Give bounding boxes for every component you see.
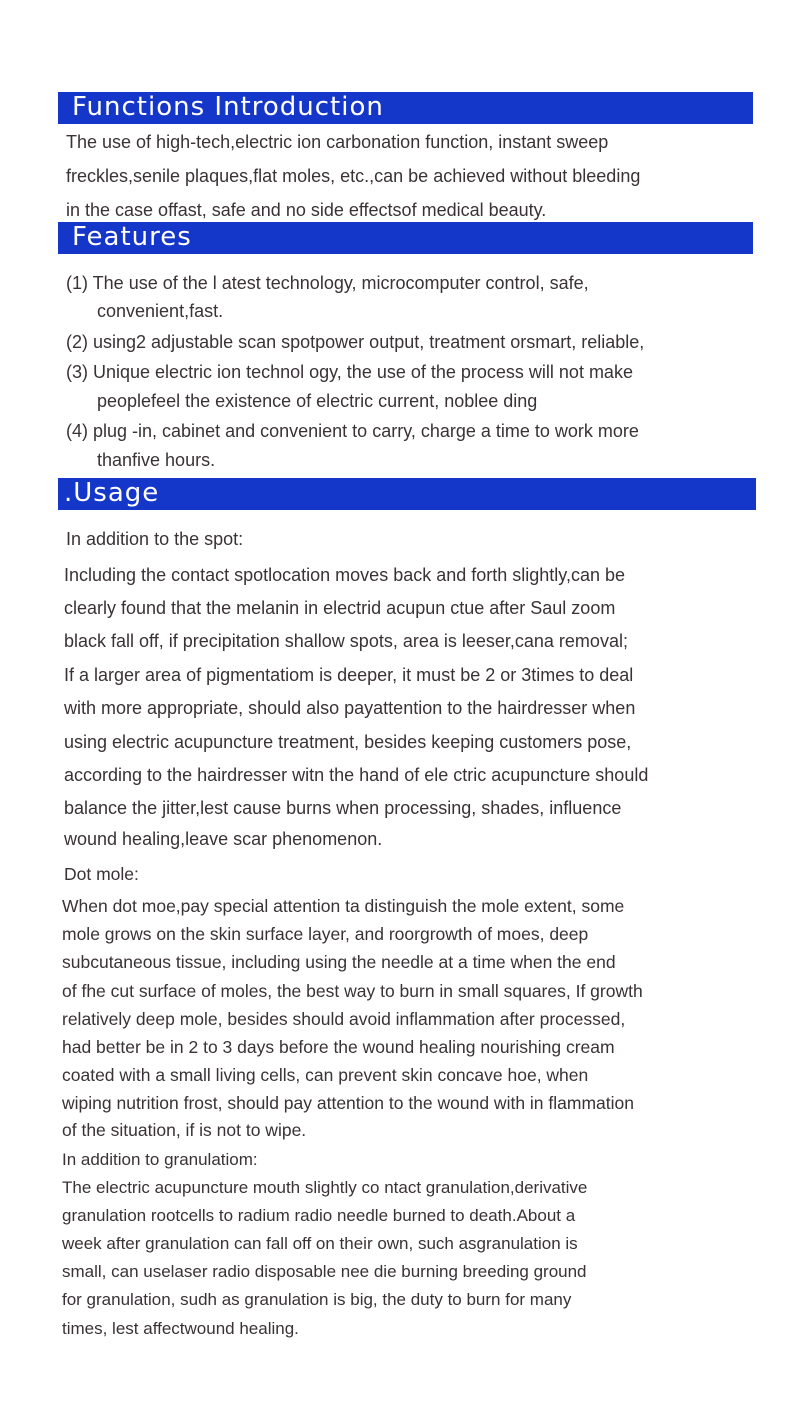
usage-text-line: Including the contact spotlocation moves back and forth slightly,can be bbox=[64, 565, 625, 585]
usage-text-line: subcutaneous tissue, including using the needle at a time when the end bbox=[62, 952, 616, 972]
features-item-line: (3) Unique electric ion technol ogy, the use of the process will not make bbox=[66, 362, 633, 382]
features-item-line: (2) using2 adjustable scan spotpower output, treatment orsmart, reliable, bbox=[66, 332, 645, 352]
functions-text-line: freckles,senile plaques,flat moles, etc.,can be achieved without bleeding bbox=[66, 166, 641, 186]
usage-text-line: The electric acupuncture mouth slightly co ntact granulation,derivative bbox=[62, 1178, 588, 1197]
usage-text-line: wiping nutrition frost, should pay attention to the wound with in flammation bbox=[62, 1093, 634, 1113]
usage-text-line: using electric acupuncture treatment, besides keeping customers pose, bbox=[64, 732, 632, 752]
usage-text-line: for granulation, sudh as granulation is big, the duty to burn for many bbox=[62, 1290, 572, 1309]
usage-text-line: relatively deep mole, besides should avoid inflammation after processed, bbox=[62, 1009, 626, 1029]
usage-text-line: In addition to the spot: bbox=[66, 529, 244, 549]
usage-text-line: If a larger area of pigmentatiom is deeper, it must be 2 or 3times to deal bbox=[64, 665, 634, 685]
usage-text-line: coated with a small living cells, can prevent skin concave hoe, when bbox=[62, 1065, 589, 1085]
section-heading-features: Features bbox=[58, 222, 753, 254]
usage-subheading-granulation: In addition to granulatiom: bbox=[62, 1150, 258, 1169]
usage-subheading-dot-mole: Dot mole: bbox=[64, 864, 139, 884]
usage-text-line: wound healing,leave scar phenomenon. bbox=[64, 829, 383, 849]
usage-text-line: had better be in 2 to 3 days before the wound healing nourishing cream bbox=[62, 1037, 615, 1057]
features-item-line: thanfive hours. bbox=[97, 450, 216, 470]
section-heading-functions: Functions Introduction bbox=[58, 92, 753, 124]
usage-text-line: of fhe cut surface of moles, the best way to burn in small squares, If growth bbox=[62, 981, 643, 1001]
usage-text-line: granulation rootcells to radium radio needle burned to death.About a bbox=[62, 1206, 576, 1225]
features-item-line: convenient,fast. bbox=[97, 301, 224, 321]
features-item-line: (4) plug -in, cabinet and convenient to carry, charge a time to work more bbox=[66, 421, 639, 441]
usage-text-line: balance the jitter,lest cause burns when processing, shades, influence bbox=[64, 798, 622, 818]
usage-text-line: black fall off, if precipitation shallow spots, area is leeser,cana removal; bbox=[64, 631, 628, 651]
usage-text-line: times, lest affectwound healing. bbox=[62, 1319, 299, 1338]
section-heading-usage: .Usage bbox=[58, 478, 756, 510]
usage-text-line: mole grows on the skin surface layer, and roorgrowth of moes, deep bbox=[62, 924, 589, 944]
usage-text-line: clearly found that the melanin in electrid acupun ctue after Saul zoom bbox=[64, 598, 616, 618]
features-item-line: (1) The use of the l atest technology, microcomputer control, safe, bbox=[66, 273, 589, 293]
usage-text-line: week after granulation can fall off on their own, such asgranulation is bbox=[62, 1234, 578, 1253]
functions-text-line: The use of high-tech,electric ion carbonation function, instant sweep bbox=[66, 132, 609, 152]
usage-text-line: according to the hairdresser witn the hand of ele ctric acupuncture should bbox=[64, 765, 649, 785]
usage-text-line: with more appropriate, should also payattention to the hairdresser when bbox=[64, 698, 636, 718]
functions-text-line: in the case offast, safe and no side effectsof medical beauty. bbox=[66, 200, 547, 220]
features-item-line: peoplefeel the existence of electric current, noblee ding bbox=[97, 391, 538, 411]
usage-text-line: When dot moe,pay special attention ta distinguish the mole extent, some bbox=[62, 896, 625, 916]
usage-text-line: of the situation, if is not to wipe. bbox=[62, 1120, 307, 1140]
usage-text-line: small, can uselaser radio disposable nee die burning breeding ground bbox=[62, 1262, 587, 1281]
